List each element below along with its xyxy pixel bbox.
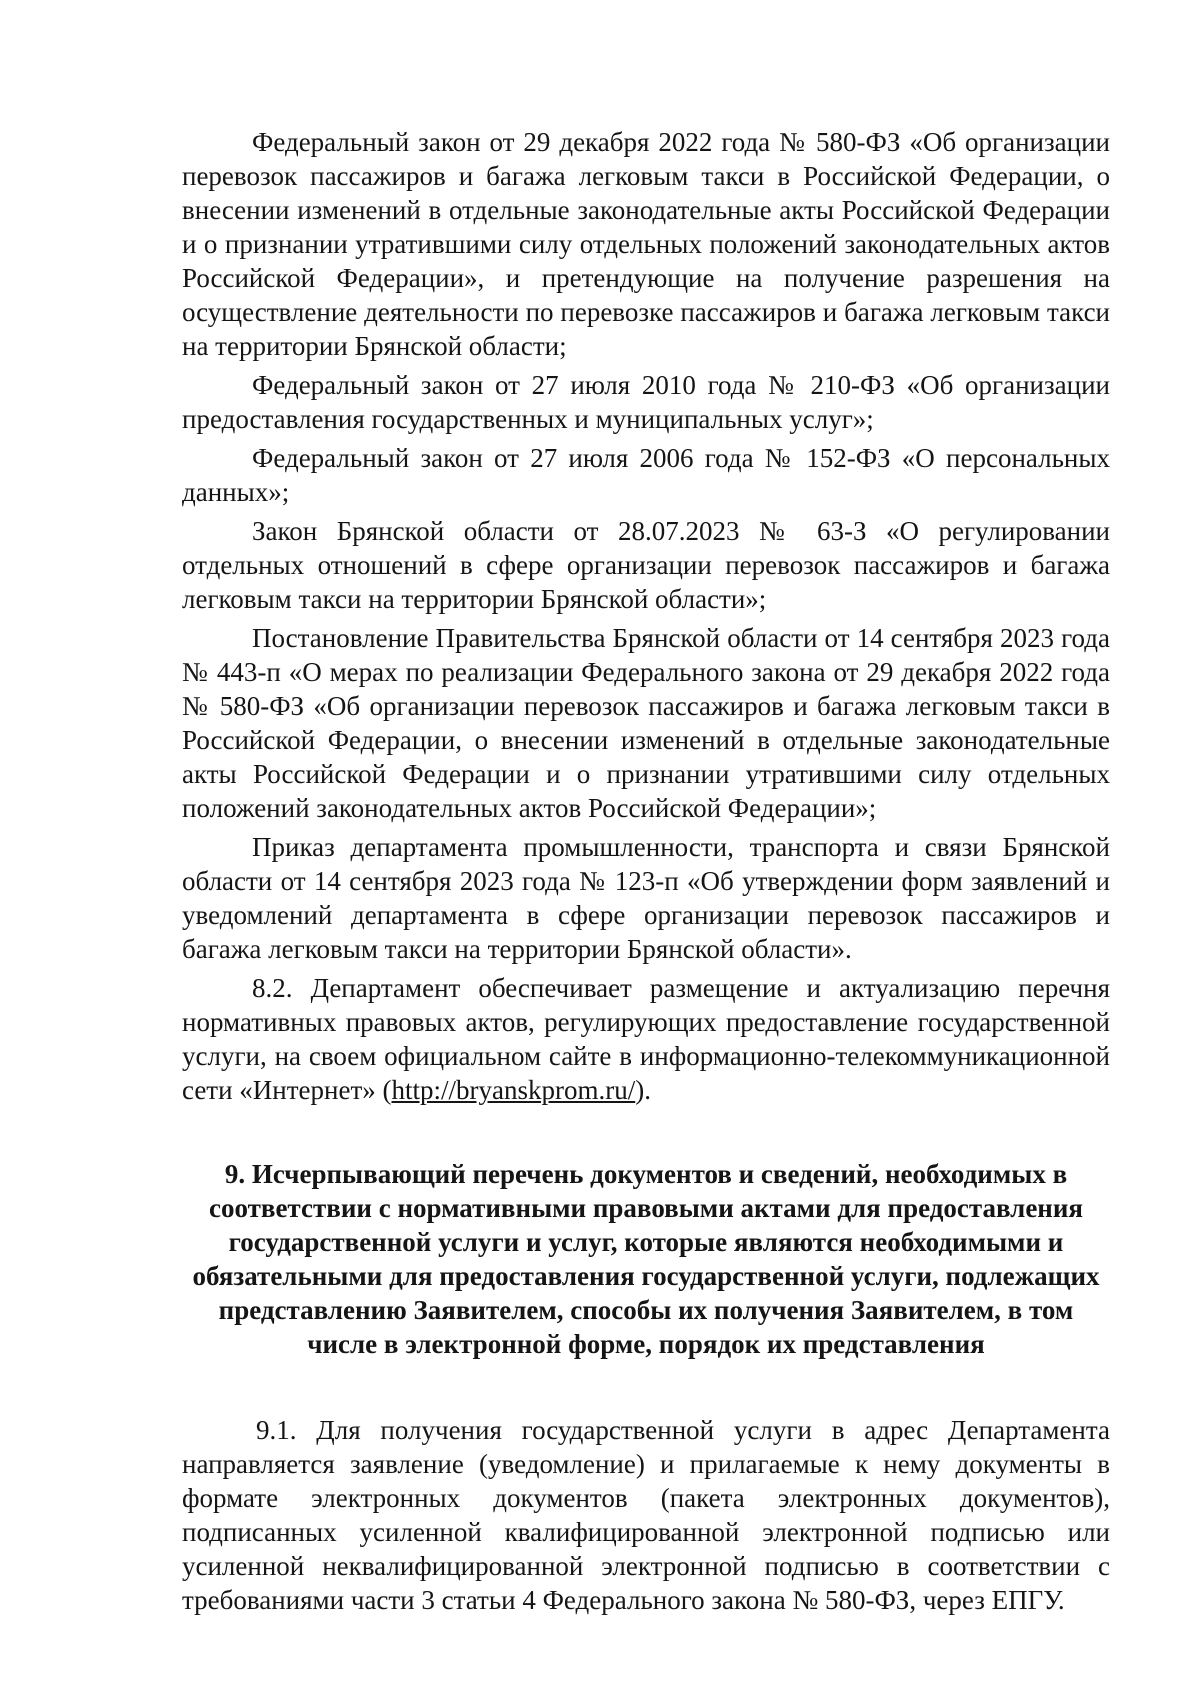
paragraph-8-2 xyxy=(182,971,1110,1107)
paragraph-federal-law-580: Федеральный закон от 29 декабря 2022 года № 580-ФЗ «Об организации перевозок пассажиров и багажа легковым такси в Российской Федерации, о внесении изменений в отдельные законодательные акты Российской Федерации и о признании утратившими силу отдельных положений законодательных актов Российской Федерации», и претендующие на получение разрешения на осуществление деятельности по перевозке пассажиров и багажа легковым такси на территории Брянской области; xyxy=(182,127,1110,361)
paragraph-bryansk-law-63: Закон Брянской области от 28.07.2023 № 63-З «О регулировании отдельных отношений в сфере организации перевозок пассажиров и багажа легковым такси на территории Брянской области»; xyxy=(182,516,1110,614)
paragraph-8-2-tail: ). xyxy=(635,1075,651,1105)
paragraph-department-order-123: Приказ департамента промышленности, транспорта и связи Брянской области от 14 сентября 2023 года № 123-п «Об утверждении форм заявлений и уведомлений департамента в сфере организации перевозок пассажиров и багажа легковым такси на территории Брянской области». xyxy=(182,832,1110,964)
paragraph-federal-law-152: Федеральный закон от 27 июля 2006 года № 152-ФЗ «О персональных данных»; xyxy=(182,443,1110,507)
department-website-link[interactable]: http://bryanskprom.ru/ xyxy=(391,1075,636,1105)
paragraph-9-1: 9.1. Для получения государственной услуги в адрес Департамента направляется заявление (уведомление) и прилагаемые к нему документы в формате электронных документов (пакета электронных документов), подписанных усиленной квалифицированной электронной подписью или усиленной неквалифицированной электронной подписью в соответствии с требованиями части 3 статьи 4 Федерального закона № 580-ФЗ, через ЕПГУ. xyxy=(182,1415,1110,1615)
paragraph-federal-law-210: Федеральный закон от 27 июля 2010 года № 210-ФЗ «Об организации предоставления государственных и муниципальных услуг»; xyxy=(182,370,1110,434)
paragraph-8-2-text: 8.2. Департамент обеспечивает размещение и актуализацию перечня нормативных правовых актов, регулирующих предоставление государственной услуги, на своем официальном сайте в информационно-телекоммуникационной сети «Интернет» ( xyxy=(182,973,1110,1105)
paragraph-government-resolution-443: Постановление Правительства Брянской области от 14 сентября 2023 года № 443-п «О мерах по реализации Федерального закона от 29 декабря 2022 года № 580-ФЗ «Об организации перевозок пассажиров и багажа легковым такси в Российской Федерации, о внесении изменений в отдельные законодательные акты Российской Федерации и о признании утратившими силу отдельных положений законодательных актов Российской Федерации»; xyxy=(182,623,1110,823)
section-9-heading: 9. Исчерпывающий перечень документов и сведений, необходимых в соответствии с нормативными правовыми актами для предоставления государственной услуги и услуг, которые являются необходимыми и обязательными для предоставления государственной услуги, подлежащих представлению Заявителем, способы их получения Заявителем, в том числе в электронной форме, порядок их представления xyxy=(192,1159,1100,1359)
